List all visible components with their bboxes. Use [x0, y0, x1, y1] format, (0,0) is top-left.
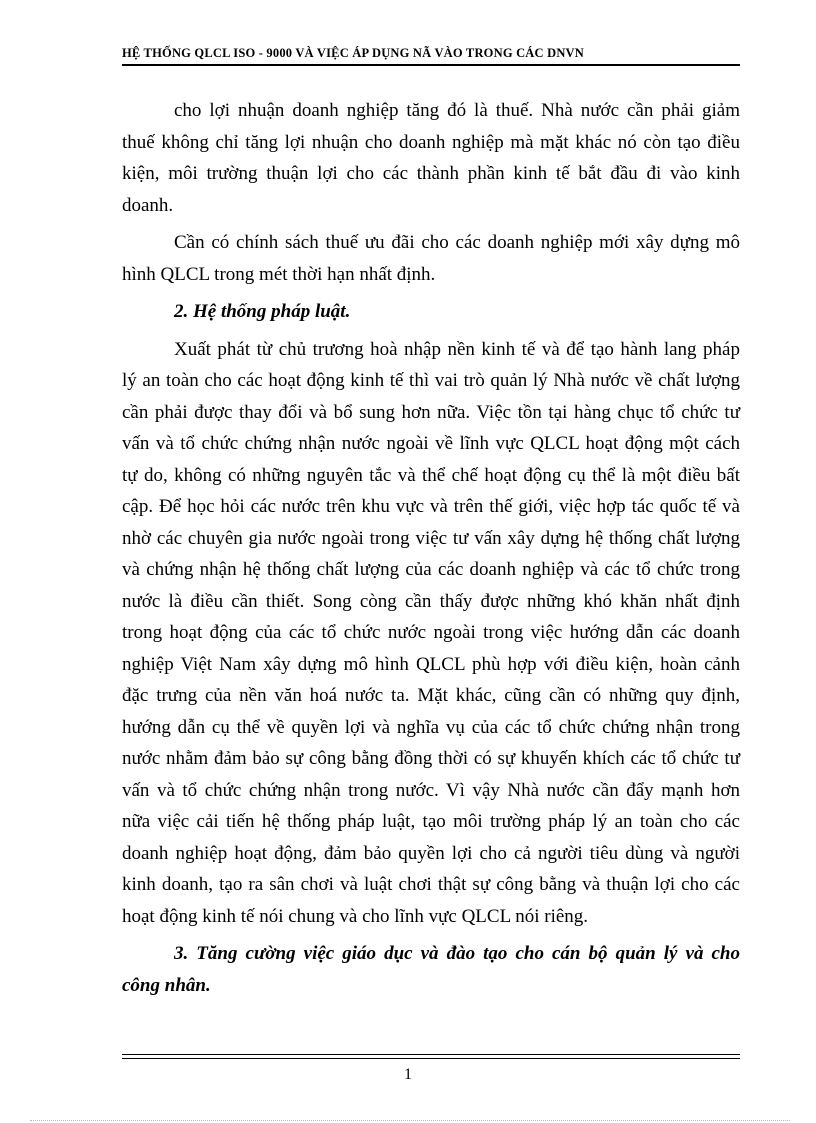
paragraph-tax [122, 95, 740, 221]
section-heading-2: 2. Hệ thống pháp luật. [174, 301, 351, 322]
text-line: kiện, môi trường thuận lợi cho các thành phần kinh tế bắt đầu đi vào kinh [122, 163, 740, 184]
text-line: cập. Để học hỏi các nước trên khu vực và trên thế giới, việc hợp tác quốc tế và [122, 496, 740, 517]
text-line: và chứng nhận hệ thống chất lượng của các doanh nghiệp và các tổ chức trong [122, 559, 740, 580]
text-line: cho lợi nhuận doanh nghiệp tăng đó là thuế. Nhà nước cần phải giảm [174, 100, 740, 121]
text-line: hoạt động kinh tế nói chung và cho lĩnh vực QLCL nói riêng. [122, 905, 589, 927]
text-line: cần phải được thay đổi và bổ sung hơn nữa. Việc tồn tại hàng chục tổ chức tư [122, 401, 740, 423]
text-line: tự do, không có những nguyên tắc và thể chế hoạt động cụ thể là một điều bất [122, 464, 740, 486]
heading-line: 3. Tăng cường việc giáo dục và đào tạo cho cán bộ quản lý và cho [174, 943, 740, 964]
text-line: nhờ các chuyên gia nước ngoài trong việc tư vấn xây dựng hệ thống chất lượng [122, 527, 740, 549]
text-line: trong hoạt động của các tổ chức nước ngoài trong việc hướng dẫn các doanh [122, 622, 740, 643]
text-line: đặc trưng của nền văn hoá nước ta. Mặt khác, cũng cần có những quy định, [122, 685, 740, 706]
document-body [122, 95, 740, 1001]
paragraph-tax-policy [122, 227, 740, 290]
text-line: doanh. [122, 194, 174, 216]
text-line: kinh doanh, tạo ra sân chơi và luật chơi thật sự công bằng và thuận lợi cho các [122, 874, 740, 895]
text-line: lý an toàn cho các hoạt động kinh tế thì vai trò quản lý Nhà nước về chất lượng [122, 370, 740, 391]
footer-rule [122, 1058, 740, 1059]
text-line: nước nhằm đảm bảo sự công bằng đồng thời có sự khuyến khích các tổ chức tư [122, 748, 740, 769]
header-rule [122, 64, 740, 66]
text-line: nữa việc cải tiến hệ thống pháp luật, tạo môi trường pháp lý an toàn cho các [122, 811, 740, 832]
text-line: Cần có chính sách thuế ưu đãi cho các doanh nghiệp mới xây dựng mô [174, 232, 740, 253]
text-line: nghiệp Việt Nam xây dựng mô hình QLCL phù hợp với điều kiện, hoàn cảnh [122, 653, 740, 675]
paragraph-legal-system [122, 334, 740, 933]
page-bottom-border [30, 1120, 790, 1121]
footer-rule [122, 1054, 740, 1055]
page-number: 1 [404, 1066, 412, 1083]
text-line: Xuất phát từ chủ trương hoà nhập nền kinh tế và để tạo hành lang pháp [174, 338, 740, 360]
text-line: vấn và tổ chức chứng nhận nước ngoài về lĩnh vực QLCL hoạt động một cách [122, 433, 740, 454]
section-heading-3 [122, 938, 740, 1001]
text-line: thuế không chỉ tăng lợi nhuận cho doanh nghiệp mà mặt khác nó còn tạo điều [122, 131, 740, 153]
heading-line: công nhân. [122, 974, 211, 996]
running-header: HỆ THỐNG QLCL ISO - 9000 VÀ VIỆC ÁP DỤNG NÃ VÀO TRONG CÁC DNVN [122, 46, 584, 60]
text-line: doanh nghiệp hoạt động, đảm bảo quyền lợi cho cả người tiêu dùng và người [122, 842, 740, 864]
text-line: nước là điều cần thiết. Song còng cần thấy được những khó khăn nhất định [122, 590, 740, 612]
text-line: hướng dẫn cụ thể về quyền lợi và nghĩa vụ của các tổ chức chứng nhận trong [122, 716, 740, 738]
text-line: hình QLCL trong mét thời hạn nhất định. [122, 263, 436, 285]
text-line: vấn và tổ chức chứng nhận trong nước. Vì vậy Nhà nước cần đẩy mạnh hơn [122, 779, 740, 801]
